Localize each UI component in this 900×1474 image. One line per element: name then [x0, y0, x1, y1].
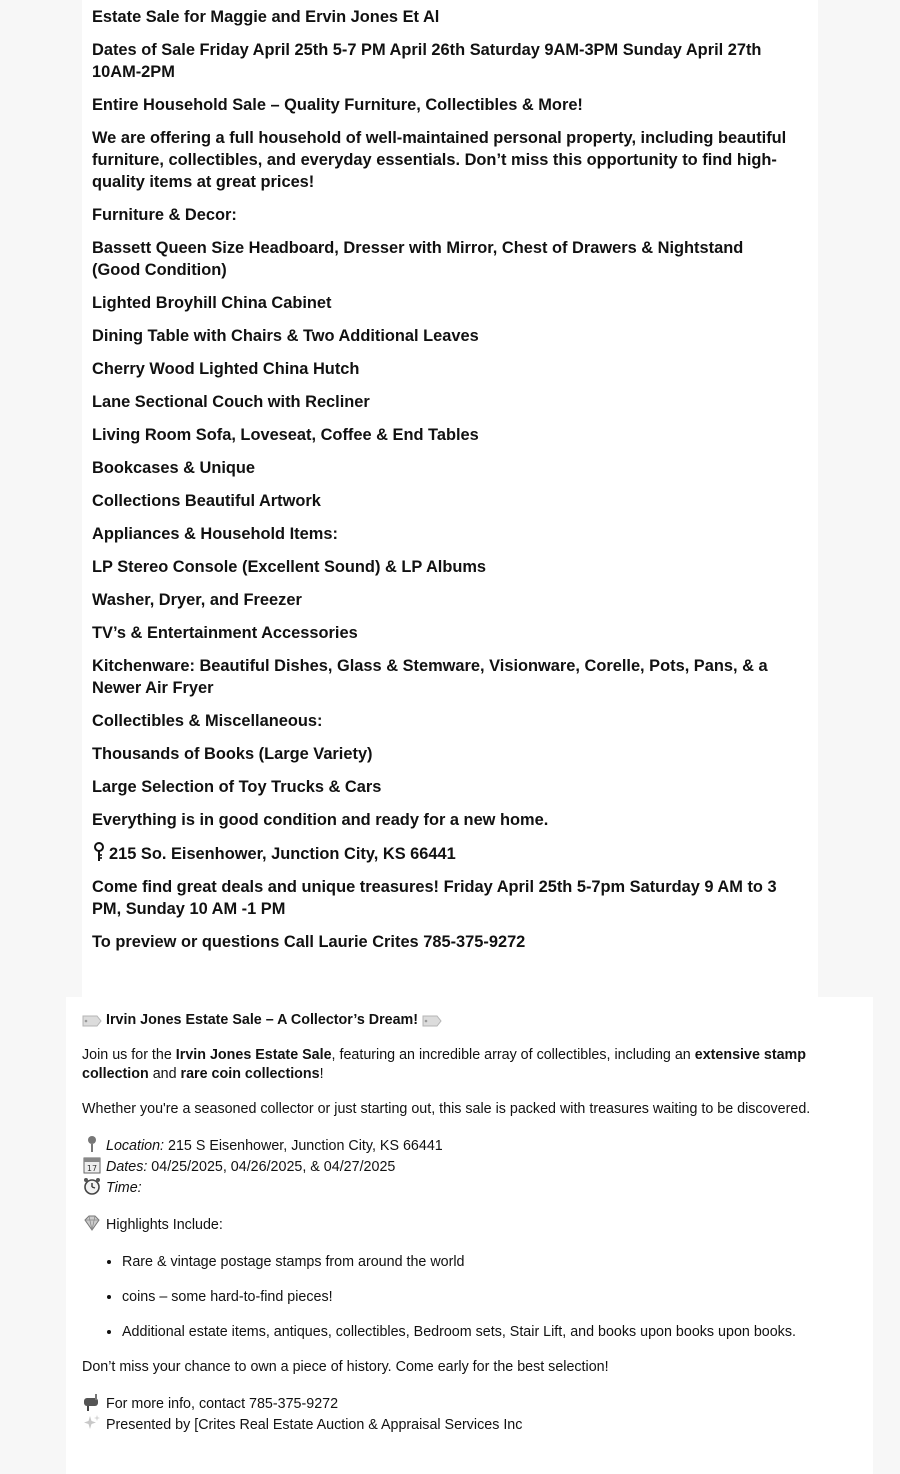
join-bold-stamp: extensive stamp collection — [82, 1047, 807, 1082]
location-value: 215 S Eisenhower, Junction City, KS 66441 — [164, 1138, 443, 1154]
collector-promo — [66, 997, 873, 1474]
sparkles-icon — [82, 1414, 102, 1432]
list-item: Dining Table with Chairs & Two Additional Leaves — [92, 327, 479, 345]
call-to-action: Come find great deals and unique treasures! Friday April 25th 5-7pm Saturday 9 AM to 3 PM, Sunday 10 AM -1 PM — [92, 878, 777, 918]
list-item: Lane Sectional Couch with Recliner — [92, 393, 370, 411]
address-text: 215 So. Eisenhower, Junction City, KS 66441 — [109, 845, 456, 863]
list-item: Collections Beautiful Artwork — [92, 492, 321, 510]
list-item: Lighted Broyhill China Cabinet — [92, 294, 332, 312]
highlights-heading-line — [82, 1214, 862, 1235]
list-item: TV’s & Entertainment Accessories — [92, 624, 358, 642]
list-item: LP Stereo Console (Excellent Sound) & LP Albums — [92, 558, 487, 576]
dates-value: 04/25/2025, 04/26/2025, & 04/27/2025 — [147, 1159, 396, 1175]
address-line — [92, 842, 792, 865]
label-tag-icon — [82, 1015, 102, 1027]
estate-sale-listing — [82, 0, 818, 997]
highlights-list — [82, 1253, 873, 1342]
promo-title-line — [82, 1011, 873, 1030]
join-text: ! — [319, 1066, 324, 1082]
round-pushpin-icon — [82, 1135, 102, 1153]
highlights-heading: Highlights Include: — [106, 1217, 223, 1233]
appliances-heading: Appliances & Household Items: — [92, 525, 338, 543]
list-item: • Additional estate items, antiques, collectibles, Bedroom sets, Stair Lift, and books upon books upon books. — [122, 1323, 873, 1342]
pushpin-icon — [92, 842, 106, 862]
list-item: Bassett Queen Size Headboard, Dresser with Mirror, Chest of Drawers & Nightstand (Good Condition) — [92, 239, 744, 279]
mailbox-icon — [82, 1393, 102, 1411]
furniture-heading: Furniture & Decor: — [92, 206, 237, 224]
time-label: Time: — [106, 1180, 142, 1196]
whether-paragraph: Whether you're a seasoned collector or just starting out, this sale is packed with treasures waiting to be discovered. — [82, 1101, 811, 1117]
presented-by-line — [82, 1414, 862, 1435]
more-info-line — [82, 1393, 862, 1414]
collectibles-heading: Collectibles & Miscellaneous: — [92, 712, 323, 730]
join-text: Join us for the — [82, 1047, 176, 1063]
dates-line — [82, 1156, 862, 1177]
footer-block — [82, 1393, 862, 1435]
more-info-text: For more info, contact 785-375-9272 — [106, 1396, 339, 1412]
promo-title: Irvin Jones Estate Sale – A Collector’s Dream! — [106, 1012, 419, 1028]
listing-title: Estate Sale for Maggie and Ervin Jones Et Al — [92, 8, 440, 26]
dates-label: Dates: — [106, 1159, 148, 1175]
list-item: • coins – some hard-to-find pieces! — [122, 1288, 873, 1307]
listing-intro: We are offering a full household of well-maintained personal property, including beautiful furniture, collectibles, and everyday essentials. Don’t miss this opportunity to find high-quality items at great prices! — [92, 129, 787, 191]
list-item: • Rare & vintage postage stamps from around the world — [122, 1253, 873, 1272]
list-item: Thousands of Books (Large Variety) — [92, 745, 373, 763]
list-item: Large Selection of Toy Trucks & Cars — [92, 778, 382, 796]
gem-icon — [82, 1214, 102, 1232]
listing-headline: Entire Household Sale – Quality Furniture, Collectibles & More! — [92, 96, 583, 114]
join-paragraph — [82, 1046, 862, 1084]
join-bold-coin: rare coin collections — [180, 1066, 320, 1082]
details-block — [82, 1135, 862, 1198]
condition-note: Everything is in good condition and ready for a new home. — [92, 811, 549, 829]
location-label: Location: — [106, 1138, 165, 1154]
list-item: Washer, Dryer, and Freezer — [92, 591, 302, 609]
list-item: Kitchenware: Beautiful Dishes, Glass & Stemware, Visionware, Corelle, Pots, Pans, & a Newer Air Fryer — [92, 657, 768, 697]
list-item: Living Room Sofa, Loveseat, Coffee & End Tables — [92, 426, 479, 444]
join-text: and — [148, 1066, 181, 1082]
calendar-icon — [82, 1156, 102, 1174]
dont-miss-paragraph: Don’t miss your chance to own a piece of history. Come early for the best selection! — [82, 1359, 609, 1375]
location-line — [82, 1135, 862, 1156]
svg-text:17: 17 — [86, 1164, 98, 1173]
contact-line: To preview or questions Call Laurie Crites 785-375-9272 — [92, 933, 526, 951]
listing-dates: Dates of Sale Friday April 25th 5-7 PM April 26th Saturday 9AM-3PM Sunday April 27th 10AM-2PM — [92, 41, 762, 81]
presented-by-text: Presented by [Crites Real Estate Auction & Appraisal Services Inc — [106, 1417, 523, 1433]
time-line — [82, 1177, 862, 1198]
list-item: Bookcases & Unique — [92, 459, 256, 477]
label-tag-icon — [422, 1015, 442, 1027]
alarm-clock-icon — [82, 1177, 102, 1195]
list-item: Cherry Wood Lighted China Hutch — [92, 360, 360, 378]
join-bold-name: Irvin Jones Estate Sale — [175, 1047, 332, 1063]
join-text: , featuring an incredible array of collectibles, including an — [331, 1047, 695, 1063]
